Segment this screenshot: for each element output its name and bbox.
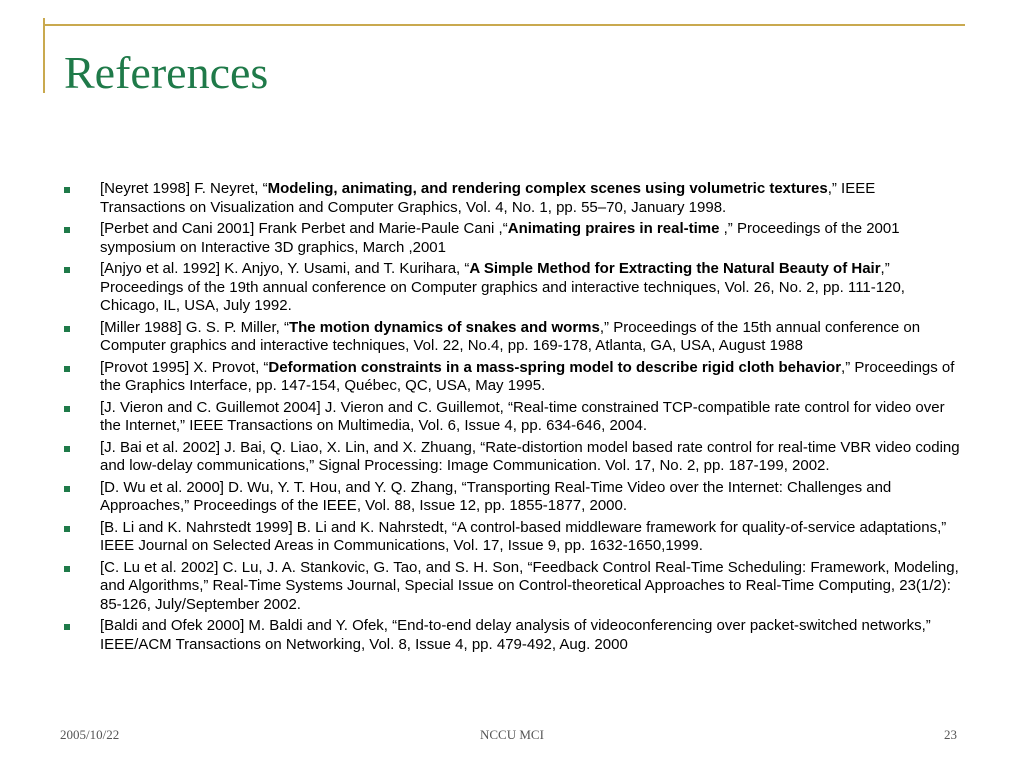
square-bullet-icon (64, 406, 70, 412)
reference-item: [J. Vieron and C. Guillemot 2004] J. Vieron and C. Guillemot, “Real-time constrained TCP-compatible rate control for video over the Internet,” IEEE Transactions on Multimedia, Vol. 6, Issue 4, pp. 634-646, 2004. (64, 399, 964, 436)
reference-item: [Miller 1988] G. S. P. Miller, “The motion dynamics of snakes and worms,” Proceedings of the 15th annual conference on Computer graphics and interactive techniques, Vol. 22, No.4, pp. 169-178, Atlanta, GA, USA, August 1988 (64, 319, 964, 356)
square-bullet-icon (64, 566, 70, 572)
square-bullet-icon (64, 526, 70, 532)
square-bullet-icon (64, 624, 70, 630)
title-accent-horizontal-line (43, 24, 965, 26)
square-bullet-icon (64, 267, 70, 273)
reference-item: [D. Wu et al. 2000] D. Wu, Y. T. Hou, and Y. Q. Zhang, “Transporting Real-Time Video over the Internet: Challenges and Approaches,” Proceedings of the IEEE, Vol. 88, Issue 12, pp. 1855-1877, 2000. (64, 479, 964, 516)
reference-item: [B. Li and K. Nahrstedt 1999] B. Li and K. Nahrstedt, “A control-based middleware framework for quality-of-service adaptations,” IEEE Journal on Selected Areas in Communications, Vol. 17, Issue 9, pp. 1632-1650,1999. (64, 519, 964, 556)
reference-list (64, 180, 964, 657)
reference-item: [Perbet and Cani 2001] Frank Perbet and Marie-Paule Cani ,“Animating praires in real-time ,” Proceedings of the 2001 symposium on Interactive 3D graphics, March ,2001 (64, 220, 964, 257)
reference-item: [C. Lu et al. 2002] C. Lu, J. A. Stankovic, G. Tao, and S. H. Son, “Feedback Control Real-Time Scheduling: Framework, Modeling, and Algorithms,” Real-Time Systems Journal, Special Issue on Control-theoretical Approaches to Real-Time Computing, 23(1/2): 85-126, July/September 2002. (64, 559, 964, 615)
square-bullet-icon (64, 326, 70, 332)
square-bullet-icon (64, 446, 70, 452)
footer-center-text: NCCU MCI (480, 727, 544, 742)
page-number: 23 (944, 727, 957, 742)
square-bullet-icon (64, 187, 70, 193)
reference-item: [Provot 1995] X. Provot, “Deformation constraints in a mass-spring model to describe rigid cloth behavior,” Proceedings of the Graphics Interface, pp. 147-154, Québec, QC, USA, May 1995. (64, 359, 964, 396)
reference-item: [Neyret 1998] F. Neyret, “Modeling, animating, and rendering complex scenes using volumetric textures,” IEEE Transactions on Visualization and Computer Graphics, Vol. 4, No. 1, pp. 55–70, January 1998. (64, 180, 964, 217)
square-bullet-icon (64, 227, 70, 233)
slide-title: References (64, 47, 269, 98)
title-accent-vertical-line (43, 18, 45, 93)
reference-item: [J. Bai et al. 2002] J. Bai, Q. Liao, X. Lin, and X. Zhuang, “Rate-distortion model based rate control for real-time VBR video coding and low-delay communications,” Signal Processing: Image Communication. Vol. 17, No. 2, pp. 187-199, 2002. (64, 439, 964, 476)
square-bullet-icon (64, 366, 70, 372)
footer-date: 2005/10/22 (60, 727, 120, 742)
square-bullet-icon (64, 486, 70, 492)
reference-item: [Baldi and Ofek 2000] M. Baldi and Y. Ofek, “End-to-end delay analysis of videoconferencing over packet-switched networks,” IEEE/ACM Transactions on Networking, Vol. 8, Issue 4, pp. 479-492, Aug. 2000 (64, 617, 964, 654)
reference-item: [Anjyo et al. 1992] K. Anjyo, Y. Usami, and T. Kurihara, “A Simple Method for Extracting the Natural Beauty of Hair,” Proceedings of the 19th annual conference on Computer graphics and interactive techniques, Vol. 26, No. 2, pp. 111-120, Chicago, IL, USA, July 1992. (64, 260, 964, 316)
